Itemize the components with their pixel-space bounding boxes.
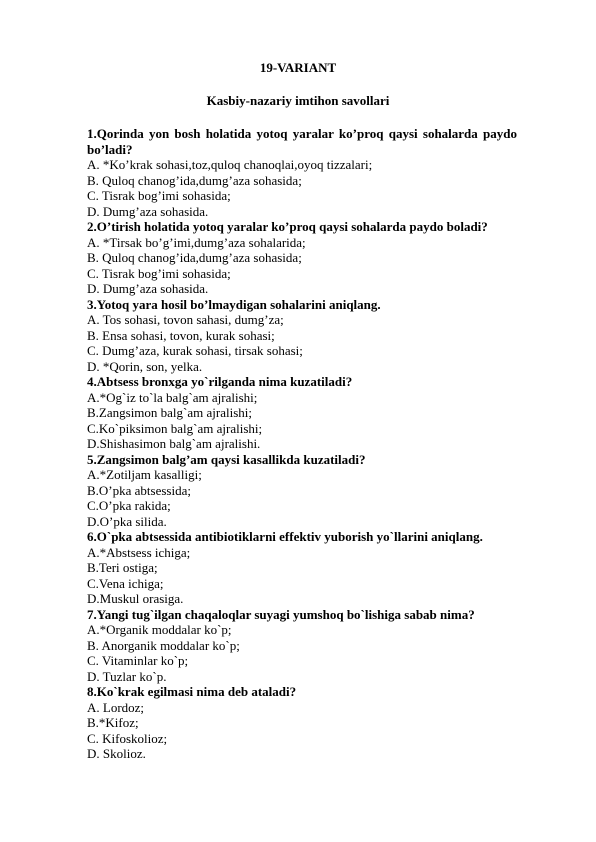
question-text: 6.O`pka abtsessida antibiotiklarni effektiv yuborish yo`llarini aniqlang. bbox=[87, 529, 483, 544]
option-a: A.*Zotiljam kasalligi; bbox=[87, 467, 202, 482]
option-a: A.*Abstsess ichiga; bbox=[87, 544, 191, 560]
option-a: A.*Organik moddalar ko`p; bbox=[87, 622, 232, 637]
option-b: B. Quloq chanog’ida,dumg’aza sohasida; bbox=[87, 172, 302, 188]
option-d: D. Skolioz. bbox=[87, 746, 146, 761]
question-3 bbox=[87, 297, 517, 375]
option-b: B.O’pka abtsessida; bbox=[87, 482, 191, 498]
option-b: B. Quloq chanog’ida,dumg’aza sohasida; bbox=[87, 250, 302, 265]
exam-subtitle: Kasbiy-nazariy imtihon savollari bbox=[206, 93, 390, 108]
question-text: 4.Abtsess bronxga yo`rilganda nima kuzatiladi? bbox=[87, 374, 353, 389]
option-c: C. Tisrak bog’imi sohasida; bbox=[87, 188, 231, 203]
option-c: C. Kifoskolioz; bbox=[87, 730, 168, 746]
option-b: B.*Kifoz; bbox=[87, 715, 139, 730]
option-c: C.Ko`piksimon balg`am ajralishi; bbox=[87, 420, 263, 436]
question-1 bbox=[87, 126, 517, 219]
option-a: A. *Tirsak bo’g’imi,dumg’aza sohalarida; bbox=[87, 234, 306, 250]
option-c: C.Vena ichiga; bbox=[87, 575, 164, 591]
option-b: B. Ensa sohasi, tovon, kurak sohasi; bbox=[87, 327, 275, 343]
question-text: 8.Ko`krak egilmasi nima deb ataladi? bbox=[87, 684, 297, 699]
option-b: B. Anorganik moddalar ko`p; bbox=[87, 637, 240, 653]
option-c: C. Dumg’aza, kurak sohasi, tirsak sohasi; bbox=[87, 343, 303, 358]
option-a: A. *Ko’krak sohasi,toz,quloq chanoqlai,oyoq tizzalari; bbox=[87, 157, 373, 172]
question-text: 1.Qorinda yon bosh holatida yotoq yaralar ko’proq qaysi sohalarda paydo bo’ladi? bbox=[87, 126, 517, 157]
option-d: D. *Qorin, son, yelka. bbox=[87, 358, 203, 374]
option-d: D. Dumg’aza sohasida. bbox=[87, 203, 209, 219]
option-d: D.Muskul orasiga. bbox=[87, 591, 184, 606]
option-b: B.Teri ostiga; bbox=[87, 560, 158, 575]
option-c: C. Vitaminlar ko`p; bbox=[87, 653, 189, 668]
option-d: D. Dumg’aza sohasida. bbox=[87, 281, 209, 296]
option-d: D.O’pka silida. bbox=[87, 513, 167, 529]
option-b: B.Zangsimon balg`am ajralishi; bbox=[87, 405, 252, 420]
option-c: C.O’pka rakida; bbox=[87, 498, 171, 513]
question-text: 2.O’tirish holatida yotoq yaralar ko’proq qaysi sohalarda paydo boladi? bbox=[87, 219, 488, 234]
question-text: 3.Yotoq yara hosil bo’lmaydigan sohalarini aniqlang. bbox=[87, 296, 381, 312]
question-text: 5.Zangsimon balg’am qaysi kasallikda kuzatiladi? bbox=[87, 451, 366, 467]
question-list bbox=[87, 126, 517, 762]
option-d: D. Tuzlar ko`p. bbox=[87, 668, 167, 684]
question-5 bbox=[87, 452, 517, 530]
question-6 bbox=[87, 529, 517, 607]
option-a: A. Tos sohasi, tovon sahasi, dumg’za; bbox=[87, 312, 284, 327]
variant-title: 19-VARIANT bbox=[259, 60, 337, 75]
question-4 bbox=[87, 374, 517, 452]
question-text: 7.Yangi tug`ilgan chaqaloqlar suyagi yumshoq bo`lishiga sabab nima? bbox=[87, 606, 475, 622]
option-d: D.Shishasimon balg`am ajralishi. bbox=[87, 436, 261, 451]
option-c: C. Tisrak bog’imi sohasida; bbox=[87, 265, 231, 281]
question-8 bbox=[87, 684, 517, 762]
question-7 bbox=[87, 607, 517, 685]
option-a: A. Lordoz; bbox=[87, 699, 145, 715]
question-2 bbox=[87, 219, 517, 297]
option-a: A.*Og`iz to`la balg`am ajralishi; bbox=[87, 389, 258, 405]
